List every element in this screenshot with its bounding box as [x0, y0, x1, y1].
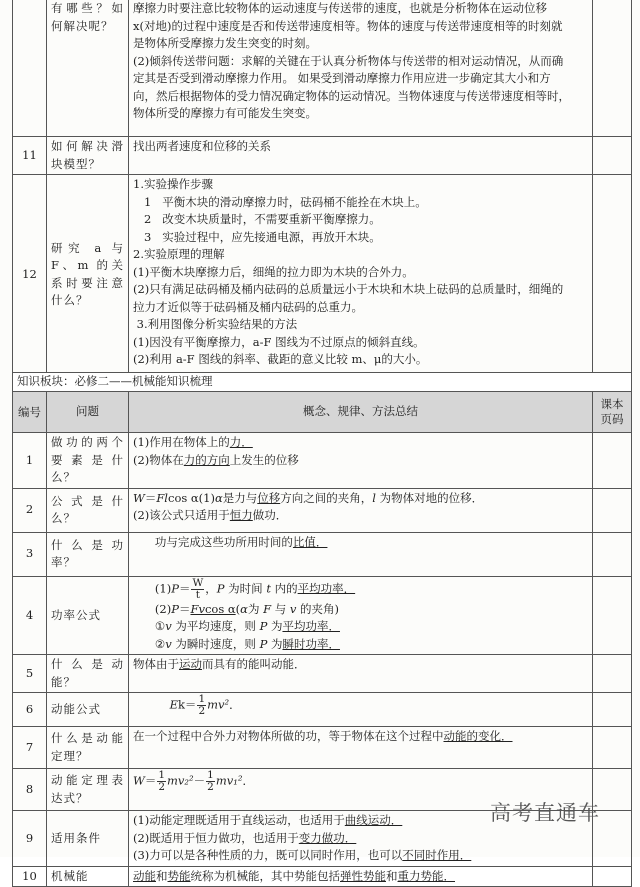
text-segment: 3.利用图像分析实验结果的方法	[133, 317, 298, 331]
row-question: 公式是什么？	[47, 488, 129, 532]
row-number: 2	[13, 488, 47, 532]
header-question: 问题	[47, 392, 129, 433]
text-segment: ②	[133, 636, 166, 651]
text-segment: 功与完成这些功所用时间的	[133, 534, 293, 549]
text-segment: 在一个过程中合外力对物体所做的功，等于物体在这个过程中	[133, 729, 444, 743]
underlined-term: 动能	[133, 868, 156, 883]
row-number: 8	[13, 769, 47, 811]
summary-line	[133, 534, 588, 552]
text-segment: 与	[271, 601, 290, 616]
text-segment: α	[240, 601, 248, 616]
text-segment: ＝	[144, 773, 157, 788]
summary-line	[133, 636, 588, 654]
text-segment: P	[171, 601, 179, 616]
summary-line	[133, 138, 588, 156]
text-segment: 为	[247, 601, 264, 616]
row-question: 如何解决滑块模型？	[47, 137, 129, 175]
text-segment: (2)倾斜传送带问题：求解的关键在于认真分析物体与传送带的相对运动情况，从而确	[133, 53, 564, 68]
text-segment: P	[216, 581, 225, 595]
row-number: 10	[13, 866, 47, 887]
text-segment: (1)	[133, 581, 172, 595]
summary-line	[133, 246, 588, 264]
summary-line	[133, 847, 588, 865]
text-segment: (2)利用 a-F 图线的斜率、截距的意义比较 m、μ的大小。	[133, 352, 428, 366]
text-segment: l	[372, 490, 376, 505]
underlined-term: Fv	[190, 601, 205, 616]
text-segment: 是物体所受摩擦力发生突变的时刻。	[133, 36, 317, 50]
text-segment: 而具有的能叫动能．	[202, 657, 306, 671]
header-row	[13, 392, 632, 433]
row-summary	[129, 866, 593, 887]
text-segment: mv₂²	[167, 773, 194, 788]
row-number: 12	[13, 175, 47, 375]
row-summary	[129, 655, 593, 693]
summary-line	[133, 229, 588, 247]
text-segment: 摩擦力时要注意比较物体的运动速度与传送带的速度，也就是分析物体在运动位移	[133, 1, 547, 15]
summary-line	[133, 452, 588, 470]
text-segment: mv²	[207, 697, 230, 712]
text-segment: 为平均速度，则	[171, 619, 260, 633]
fraction	[157, 770, 166, 793]
fraction	[197, 694, 206, 717]
summary-line	[133, 0, 588, 18]
table-row	[13, 488, 632, 532]
text-segment: (2)物体在	[133, 452, 184, 467]
row-page	[593, 433, 632, 489]
text-segment: (	[235, 601, 241, 616]
text-segment: 向，然后根据物体的受力情况确定物体的运动情况。当物体速度与传送带速度相等时，	[133, 88, 570, 103]
row-question: 有哪些？如何解决呢？	[47, 0, 129, 137]
denominator: 2	[207, 781, 214, 793]
text-segment: 为时间	[224, 581, 267, 595]
underlined-term: 重力势能．	[397, 868, 455, 883]
table-row	[13, 175, 632, 375]
text-segment: 3 实验过程中，应先接通电源，再放开木块。	[133, 229, 381, 244]
text-segment: E	[169, 697, 178, 712]
text-segment: x(对地)的过程中速度是否和传送带速度相等。物体的速度与传送带速度相等的时刻就	[133, 18, 563, 33]
fraction	[206, 770, 215, 793]
denominator: 2	[198, 705, 206, 717]
summary-line	[133, 656, 588, 674]
header-num: 编号	[13, 392, 47, 433]
row-number: 3	[13, 532, 47, 576]
summary-line	[133, 264, 588, 282]
fraction	[191, 578, 204, 601]
table-row	[13, 693, 632, 727]
text-segment: (1)平衡木块摩擦力后，细绳的拉力即为木块的合外力。	[133, 264, 414, 279]
summary-line	[133, 70, 588, 88]
row-page	[593, 532, 632, 576]
row-question: 什么是功率？	[47, 532, 129, 576]
row-summary	[129, 433, 593, 489]
text-segment: mv₁²	[215, 773, 243, 788]
row-number	[13, 0, 47, 137]
text-segment: 做功．	[252, 508, 288, 522]
summary-line	[133, 176, 588, 194]
underlined-term: 动能的变化．	[443, 729, 513, 743]
text-segment: 和	[386, 868, 398, 883]
text-segment: t	[266, 581, 271, 595]
summary-line	[133, 53, 588, 71]
summary-line	[133, 507, 588, 525]
text-segment: 为瞬时速度，则	[171, 636, 260, 651]
underlined-term: 不同时作用．	[402, 848, 472, 862]
table-row	[13, 433, 632, 489]
text-segment: 为	[267, 619, 283, 633]
row-number: 9	[13, 811, 47, 867]
row-number: 4	[13, 576, 47, 655]
row-summary	[129, 727, 593, 769]
text-segment: P	[259, 619, 268, 633]
row-page	[593, 866, 632, 887]
text-segment: 为物体对地的位移．	[375, 490, 484, 505]
header-summary: 概念、规律、方法总结	[129, 392, 593, 433]
row-question: 动能公式	[47, 693, 129, 727]
text-segment: v	[165, 636, 172, 651]
text-segment: 为	[267, 636, 283, 651]
row-question: 功率公式	[47, 576, 129, 655]
table-row	[13, 137, 632, 175]
table-row	[13, 655, 632, 693]
underlined-term: cos α	[204, 601, 236, 616]
row-summary	[129, 175, 593, 375]
text-segment: (2)	[133, 601, 172, 616]
text-segment: P	[171, 581, 179, 595]
summary-line	[133, 434, 588, 452]
underlined-term: 运动	[179, 657, 202, 671]
row-number: 5	[13, 655, 47, 693]
row-page	[593, 0, 632, 137]
row-page	[593, 137, 632, 175]
text-segment: ①	[133, 619, 166, 633]
text-segment: ＝	[178, 581, 191, 595]
text-segment: k＝	[177, 697, 197, 712]
underlined-term: 位移	[257, 490, 281, 505]
summary-line	[133, 601, 588, 619]
summary-line	[133, 578, 588, 601]
table-row	[13, 0, 632, 137]
row-question: 适用条件	[47, 811, 129, 867]
row-question: 机械能	[47, 866, 129, 887]
underlined-term: 弹性势能	[340, 868, 386, 883]
table-row	[13, 532, 632, 576]
text-segment: (1)作用在物体上的	[133, 435, 230, 449]
summary-line	[133, 194, 588, 212]
text-segment: (1)因没有平衡摩擦力，a-F 图线为不过原点的倾斜直线。	[133, 334, 425, 349]
text-segment: (2)该公式只适用于	[133, 508, 230, 522]
summary-line	[133, 770, 588, 793]
text-segment: －	[193, 773, 206, 788]
numerator: W	[192, 576, 204, 589]
underlined-term: 势能	[167, 868, 191, 883]
text-segment: 物体由于	[133, 657, 179, 671]
text-segment: (2)只有满足砝码桶及桶内砝码的总质量远小于木块和木块上砝码的总质量时，细绳的	[133, 282, 564, 296]
row-page	[593, 727, 632, 769]
row-summary	[129, 532, 593, 576]
denominator: t	[195, 588, 200, 601]
row-page	[593, 655, 632, 693]
row-summary	[129, 137, 593, 175]
row-number: 7	[13, 727, 47, 769]
text-segment: 2.实验原理的理解	[133, 247, 225, 261]
summary-line	[133, 88, 588, 106]
text-segment: 统称为机械能，其中势能包括	[190, 868, 340, 883]
row-summary	[129, 576, 593, 655]
row-question: 做功的两个要素是什么？	[47, 433, 129, 489]
row-question: 研究 a 与 F、m 的关系时要注意什么？	[47, 175, 129, 375]
summary-line	[133, 618, 588, 636]
summary-line	[133, 281, 588, 299]
numerator: 1	[158, 769, 166, 781]
text-segment: cos α(1)	[168, 490, 215, 505]
table-row	[13, 727, 632, 769]
table-row	[13, 866, 632, 887]
text-segment	[133, 698, 170, 712]
row-page	[593, 175, 632, 375]
text-segment: 2 改变木块质量时，不需要重新平衡摩擦力。	[133, 212, 381, 226]
row-question: 什么是动能定理？	[47, 727, 129, 769]
underlined-term: 力的方向	[183, 452, 230, 467]
summary-line	[133, 35, 588, 53]
numerator: 1	[207, 769, 214, 781]
summary-line	[133, 868, 588, 886]
row-question: 动能定理表达式？	[47, 769, 129, 811]
summary-line	[133, 334, 588, 352]
row-number: 6	[13, 693, 47, 727]
row-page	[593, 693, 632, 727]
row-number: 1	[13, 433, 47, 489]
row-number: 11	[13, 137, 47, 175]
row-page	[593, 576, 632, 655]
summary-line	[133, 18, 588, 36]
text-segment: (2)既适用于恒力做功，也适用于	[133, 830, 299, 845]
row-page	[593, 488, 632, 532]
underlined-term: 瞬时功率．	[282, 636, 340, 651]
text-segment: 1.实验操作步骤	[133, 177, 213, 191]
summary-line	[133, 316, 588, 334]
text-segment: (1)动能定理既适用于直线运动，也适用于	[133, 813, 345, 827]
top-table	[12, 0, 632, 375]
underlined-term: 力．	[229, 435, 253, 449]
text-segment: v	[165, 619, 172, 633]
text-segment: 1 平衡木块的滑动摩擦力时，砝码桶不能拴在木块上。	[133, 194, 427, 209]
underlined-term: 曲线运动．	[344, 813, 403, 827]
underlined-term: 平均功率．	[297, 581, 356, 595]
row-summary	[129, 0, 593, 137]
row-summary	[129, 488, 593, 532]
summary-line	[133, 694, 588, 717]
watermark: 高考直通车	[490, 801, 600, 825]
text-segment: P	[259, 636, 268, 651]
text-segment: 上发生的位移	[229, 452, 299, 467]
section-title: 知识板块：必修二——机械能知识梳理	[13, 373, 632, 392]
summary-line	[133, 211, 588, 229]
section-title-row	[13, 373, 632, 392]
text-segment: ＝	[178, 601, 191, 616]
text-segment: ．	[242, 773, 254, 788]
summary-line	[133, 351, 588, 369]
text-segment: α	[214, 490, 223, 505]
summary-line	[133, 299, 588, 317]
text-segment: ．	[229, 697, 241, 712]
denominator: 2	[158, 781, 166, 793]
text-segment: ＝	[144, 490, 157, 505]
text-segment: 方向之间的夹角，	[280, 490, 373, 505]
text-segment: ，	[205, 581, 217, 595]
summary-line	[133, 728, 588, 746]
text-segment: 的夹角)	[296, 601, 340, 616]
underlined-term: 平均功率．	[282, 619, 340, 633]
text-segment: 内的	[270, 581, 298, 595]
header-page: 课本页码	[593, 392, 632, 433]
row-question: 什么是动能？	[47, 655, 129, 693]
table-row	[13, 576, 632, 655]
row-summary	[129, 693, 593, 727]
text-segment: F	[263, 601, 272, 616]
text-segment: W	[133, 773, 145, 788]
underlined-term: 比值．	[292, 534, 328, 549]
underlined-term: 变力做功．	[298, 830, 357, 845]
text-segment: W	[133, 490, 145, 505]
numerator: 1	[198, 693, 206, 705]
text-segment: 和	[156, 868, 168, 883]
text-segment: 找出两者速度和位移的关系	[133, 139, 271, 153]
summary-line	[133, 490, 588, 508]
text-segment: 是力与	[222, 490, 258, 505]
text-segment: Fl	[156, 490, 168, 505]
summary-line	[133, 830, 588, 848]
text-segment: 定其是否受到滑动摩擦力作用。 如果受到滑动摩擦力作用应进一步确定其大小和方	[133, 71, 551, 85]
underlined-term: 恒力	[229, 508, 253, 522]
text-segment: 物体所受的摩擦力有可能发生突变。	[133, 106, 317, 120]
summary-line	[133, 105, 588, 123]
text-segment: 拉力才近似等于砝码桶及桶内砝码的总重力。	[133, 299, 363, 314]
text-segment: v	[289, 601, 297, 616]
text-segment: (3)力可以是各种性质的力，既可以同时作用，也可以	[133, 848, 403, 862]
